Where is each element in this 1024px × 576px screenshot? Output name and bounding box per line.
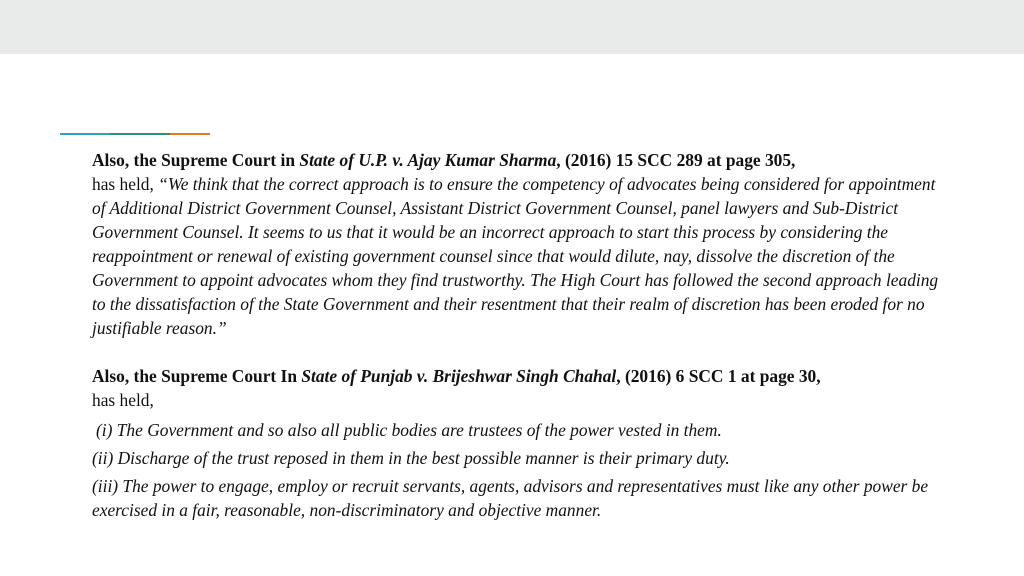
- accent-line-orange: [170, 133, 210, 135]
- point-iii: (iii) The power to engage, employ or recruit servants, agents, advisors and representatives must like any other power be exercised in a fair, reasonable, non-discriminatory and objective manner.: [92, 476, 929, 520]
- accent-line-green: [110, 133, 170, 135]
- para1-citation: , (2016) 15 SCC 289 at page 305,: [556, 150, 796, 170]
- paragraph-brijeshwar-singh-chahal: [92, 364, 942, 412]
- para2-case-name: State of Punjab v. Brijeshwar Singh Chahal: [301, 366, 617, 386]
- point-i: (i) The Government and so also all public bodies are trustees of the power vested in them.: [96, 420, 722, 440]
- para1-case-name: State of U.P. v. Ajay Kumar Sharma: [299, 150, 557, 170]
- para1-held: has held,: [92, 174, 159, 194]
- point-ii: (ii) Discharge of the trust reposed in them in the best possible manner is their primary duty.: [92, 448, 730, 468]
- para1-quote: “We think that the correct approach is to ensure the competency of advocates being considered for appointment of Additional District Government Counsel, Assistant District Government Counsel, panel lawyers and Sub-District Government Counsel. It seems to us that it would be an incorrect approach to start this process by considering the reappointment or renewal of existing government counsel since that would dilute, nay, dissolve the discretion of the Government to appoint advocates whom they find trustworthy. The High Court has followed the second approach leading to the dissatisfaction of the State Government and their resentment that their realm of discretion has been eroded for no justifiable reason.”: [92, 174, 939, 338]
- para2-held: has held,: [92, 390, 154, 410]
- para2-citation: , (2016) 6 SCC 1 at page 30,: [616, 366, 821, 386]
- slide-body: [92, 148, 942, 522]
- para2-lead: Also, the Supreme Court In: [92, 366, 302, 386]
- accent-line-teal: [60, 133, 110, 135]
- paragraph-ajay-kumar-sharma: [92, 148, 942, 340]
- header-band: [0, 0, 1024, 54]
- para1-lead: Also, the Supreme Court in: [92, 150, 300, 170]
